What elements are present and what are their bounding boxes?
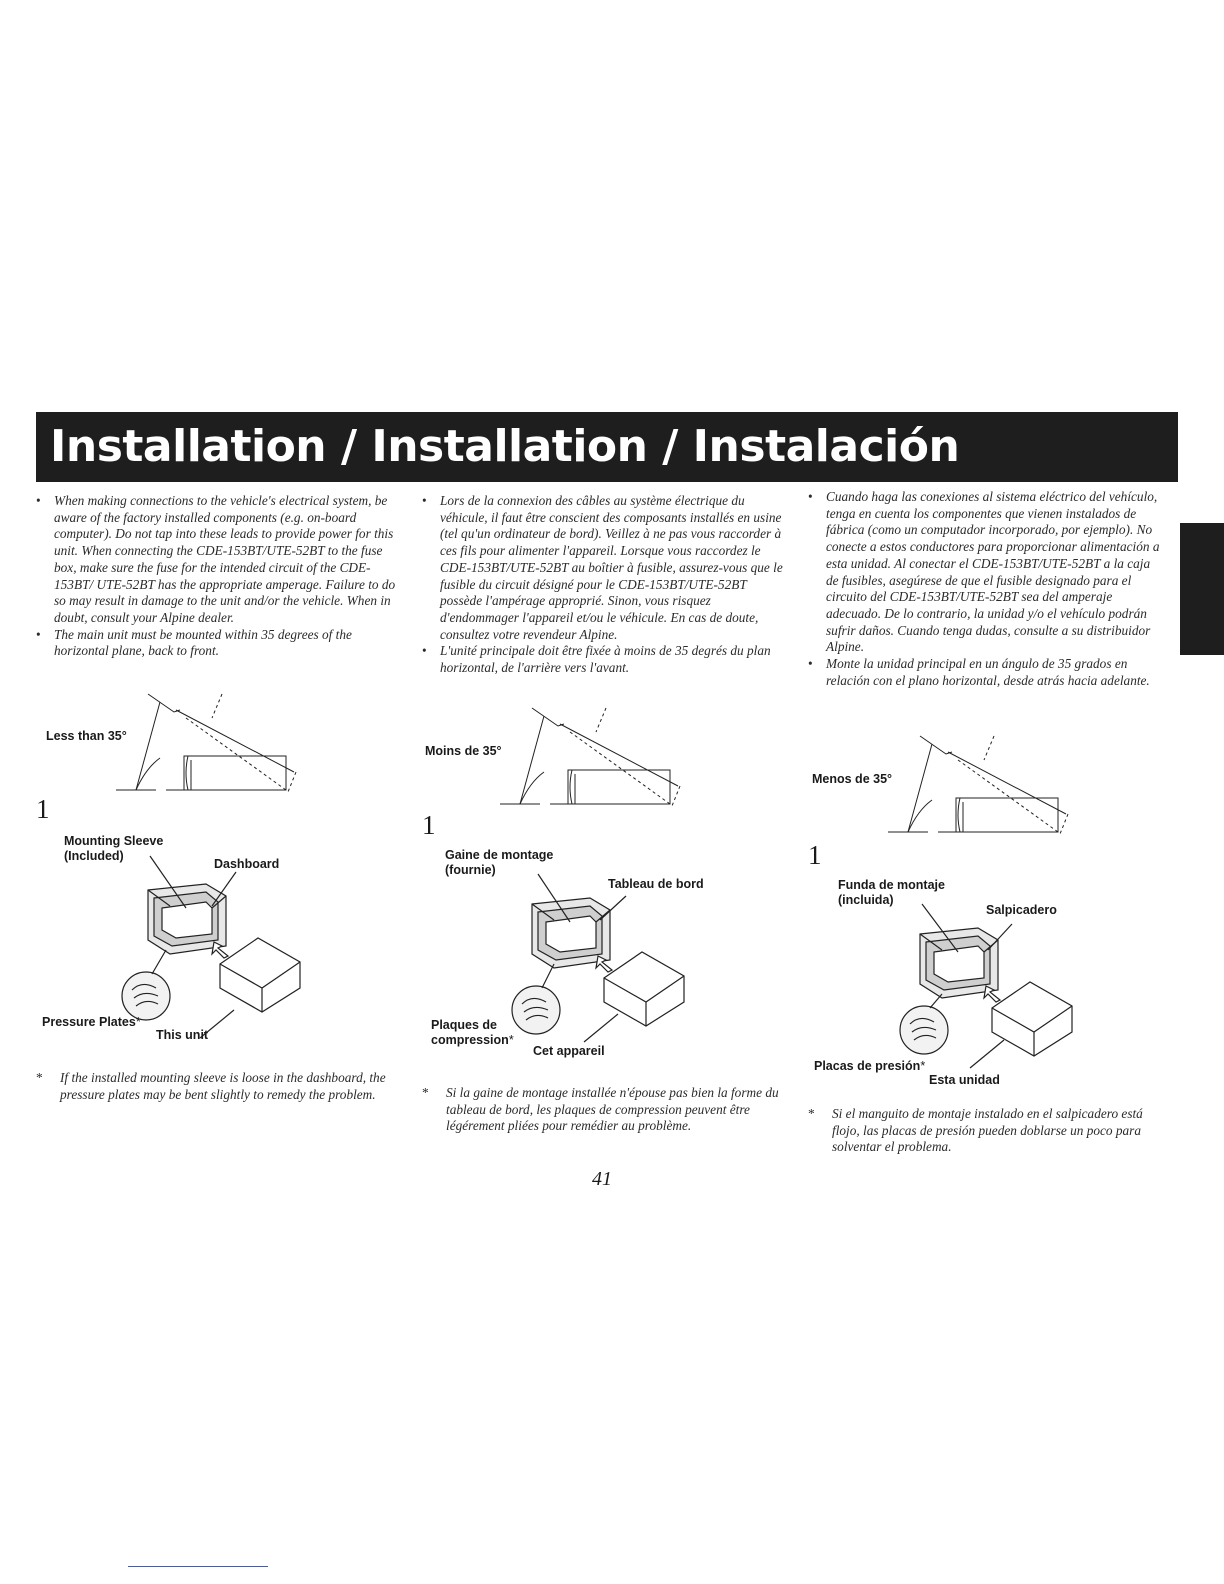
pressure-plates-label — [42, 1015, 141, 1030]
column-english — [36, 493, 396, 660]
bullet-item: • The main unit must be mounted within 35 degrees of the horizontal plane, back to front. — [36, 627, 396, 660]
footer-divider — [128, 1566, 268, 1567]
bullet-list — [808, 489, 1166, 689]
page-number: 41 — [592, 1168, 612, 1190]
asterisk-mark: * — [808, 1106, 815, 1121]
asterisk-mark: * — [508, 1033, 514, 1047]
footnote — [422, 1085, 782, 1135]
angle-label: Less than 35° — [46, 729, 127, 743]
footnote-text: Si la gaine de montage installée n'épouse pas bien la forme du tableau de bord, les plaques de compression peuvent être légérement pliées pour remédier au problème. — [446, 1085, 779, 1134]
pressure-plates-text: Placas de presión — [814, 1059, 921, 1073]
unit-label: Esta unidad — [929, 1073, 1000, 1087]
mounting-diagram — [36, 832, 396, 1052]
page-title: Installation / Installation / Instalación — [50, 421, 960, 472]
step-number: 1 — [422, 810, 436, 840]
pressure-plates-label — [814, 1059, 925, 1074]
pressure-plates-label — [431, 1018, 514, 1048]
angle-diagram — [808, 730, 1168, 840]
sleeve-label: Gaine de montage (fournie) — [445, 848, 554, 877]
bullet-item: • Monte la unidad principal en un ángulo de 35 grados en relación con el plano horizontal, desde atrás hacia adelante. — [808, 656, 1166, 689]
column-spanish — [808, 489, 1166, 689]
angle-diagram — [420, 702, 780, 812]
footnote-text: If the installed mounting sleeve is loose in the dashboard, the pressure plates may be bent slightly to remedy the problem. — [60, 1070, 386, 1102]
sleeve-label: Mounting Sleeve (Included) — [64, 834, 164, 863]
angle-label: Menos de 35° — [812, 772, 893, 786]
pressure-plates-text: Plaques de compression — [431, 1018, 509, 1047]
footnote — [808, 1106, 1170, 1156]
bullet-list — [422, 493, 784, 677]
mounting-diagram — [808, 876, 1168, 1096]
bullet-item: • L'unité principale doit être fixée à moins de 35 degrés du plan horizontal, de l'arrière vers l'avant. — [422, 643, 784, 676]
bullet-item: • Cuando haga las conexiones al sistema eléctrico del vehículo, tenga en cuenta los componentes que vienen instalados de fábrica (como un computador incorporado, por ejemplo). No conecte a estos conductores para proporcionar alimentación a esta unidad. Al conectar el CDE-153BT/UTE-52BT a la caja de fusibles, asegúrese de que el fusible designado para el circuito del CDE-153BT/UTE-52BT sea del amperaje adecuado. De lo contrario, la unidad y/o el vehículo podrán sufrir daños. Cuando tenga dudas, consulte a su distribuidor Alpine. — [808, 489, 1166, 656]
sleeve-label: Funda de montaje (incluida) — [838, 878, 945, 907]
asterisk-mark: * — [36, 1070, 43, 1085]
column-french — [422, 493, 784, 677]
angle-label: Moins de 35° — [425, 744, 502, 758]
angle-diagram — [36, 688, 396, 798]
side-tab-marker — [1180, 523, 1224, 655]
asterisk-mark: * — [422, 1085, 429, 1100]
footnote — [36, 1070, 396, 1103]
bullet-list — [36, 493, 396, 660]
dashboard-label: Salpicadero — [986, 903, 1057, 917]
bullet-item: • When making connections to the vehicle's electrical system, be aware of the factory installed components (e.g. on-board computer). Do not tap into these leads to provide power for this unit. When connecting the CDE-153BT/UTE-52BT to the fuse box, make sure the fuse for the intended circuit of the CDE-153BT/ UTE-52BT has the appropriate amperage. Failure to do so may result in damage to the unit and/or the vehicle. When in doubt, consult your Alpine dealer. — [36, 493, 396, 627]
unit-label: This unit — [156, 1028, 209, 1042]
pressure-plates-text: Pressure Plates — [42, 1015, 136, 1029]
bullet-item: • Lors de la connexion des câbles au système électrique du véhicule, il faut être conscient des composants installés en usine (tel qu'un ordinateur de bord). Veillez à ne pas vous raccorder à ces fils pour alimenter l'appareil. Lorsque vous raccordez le CDE-153BT/UTE-52BT au boîtier à fusible, assurez-vous que le fusible du circuit désigné pour le CDE-153BT/UTE-52BT possède l'ampérage approprié. Sinon, vous risquez d'endommager l'appareil et/ou le véhicule. En cas de doute, consultez votre revendeur Alpine. — [422, 493, 784, 643]
footnote-text: Si el manguito de montaje instalado en el salpicadero está flojo, las placas de presión pueden doblarse un poco para solventar el problema. — [832, 1106, 1143, 1155]
step-number: 1 — [808, 840, 822, 870]
asterisk-mark: * — [920, 1059, 926, 1073]
section-banner — [36, 412, 1178, 482]
dashboard-label: Dashboard — [214, 857, 280, 871]
step-number: 1 — [36, 794, 50, 824]
mounting-diagram — [420, 846, 780, 1066]
unit-label: Cet appareil — [533, 1044, 605, 1058]
dashboard-label: Tableau de bord — [608, 877, 704, 891]
asterisk-mark: * — [135, 1015, 141, 1029]
